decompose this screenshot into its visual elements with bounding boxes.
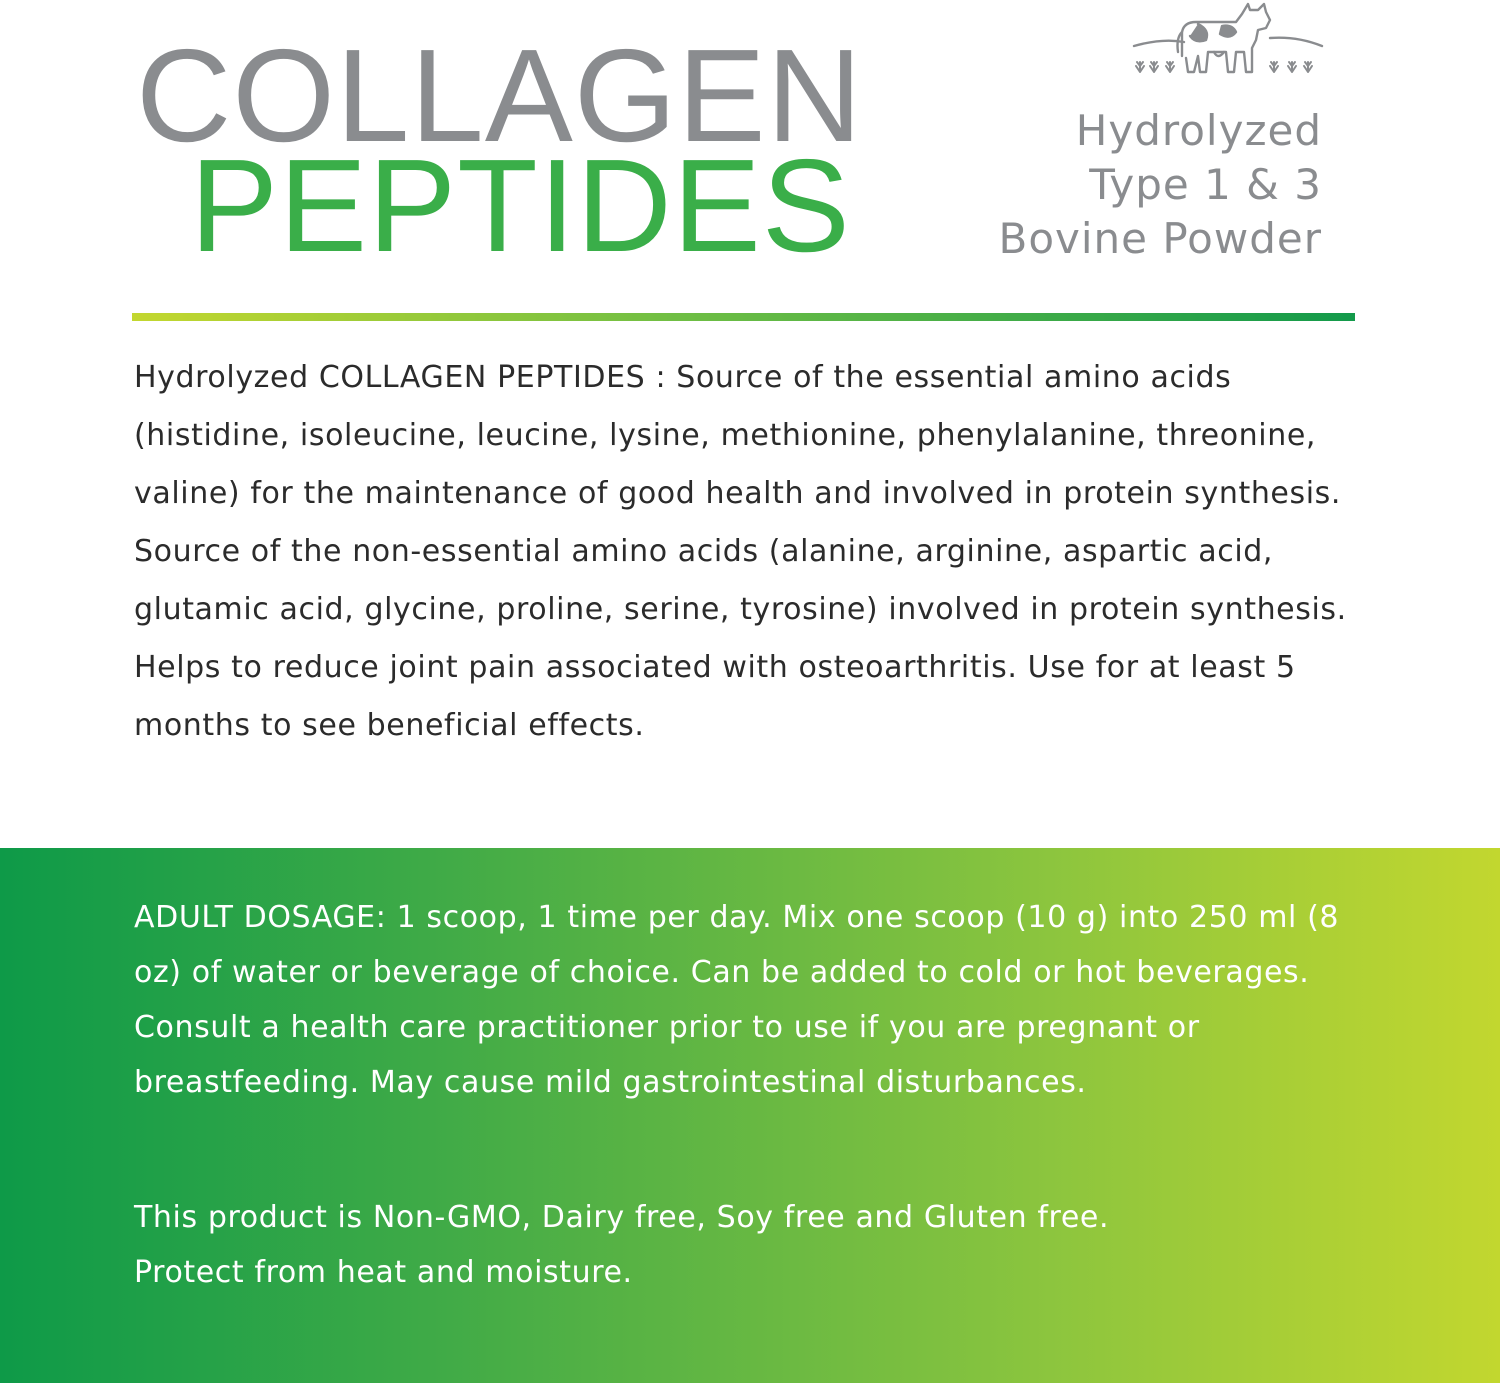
claim-storage: Protect from heat and moisture. <box>134 1255 633 1290</box>
subtitle-line-hydrolyzed: Hydrolyzed <box>1075 106 1322 155</box>
subtitle-line-bovine: Bovine Powder <box>998 214 1322 263</box>
product-description: Hydrolyzed COLLAGEN PEPTIDES : Source of the essential amino acids (histidine, isoleucine, leucine, lysine, methionine, phenylalanine, threonine, valine) for the maintenance of good health and involved in protein synthesis. Source of the non-essential amino acids (alanine, arginine, aspartic acid, glutamic acid, glycine, proline, serine, tyrosine) involved in protein synthesis. Helps to reduce joint pain associated with osteoarthritis. Use for at least 5 months to see beneficial effects. <box>134 360 1347 743</box>
claim-free-from: This product is Non-GMO, Dairy free, Soy free and Gluten free. <box>134 1200 1110 1235</box>
cow-pasture-icon <box>1132 0 1324 80</box>
gradient-divider <box>132 313 1355 321</box>
subtitle-line-type: Type 1 & 3 <box>1089 160 1322 209</box>
product-subtitle <box>999 104 1323 266</box>
dosage-text: ADULT DOSAGE: 1 scoop, 1 time per day. Mix one scoop (10 g) into 250 ml (8 oz) of water or beverage of choice. Can be added to cold or hot beverages. Consult a health care practitioner prior to use if you are pregnant or breastfeeding. May cause mild gastrointestinal disturbances. <box>134 900 1340 1100</box>
title-peptides: PEPTIDES <box>190 132 851 279</box>
product-claims <box>134 1190 1374 1300</box>
title-collagen: COLLAGEN <box>136 22 863 169</box>
